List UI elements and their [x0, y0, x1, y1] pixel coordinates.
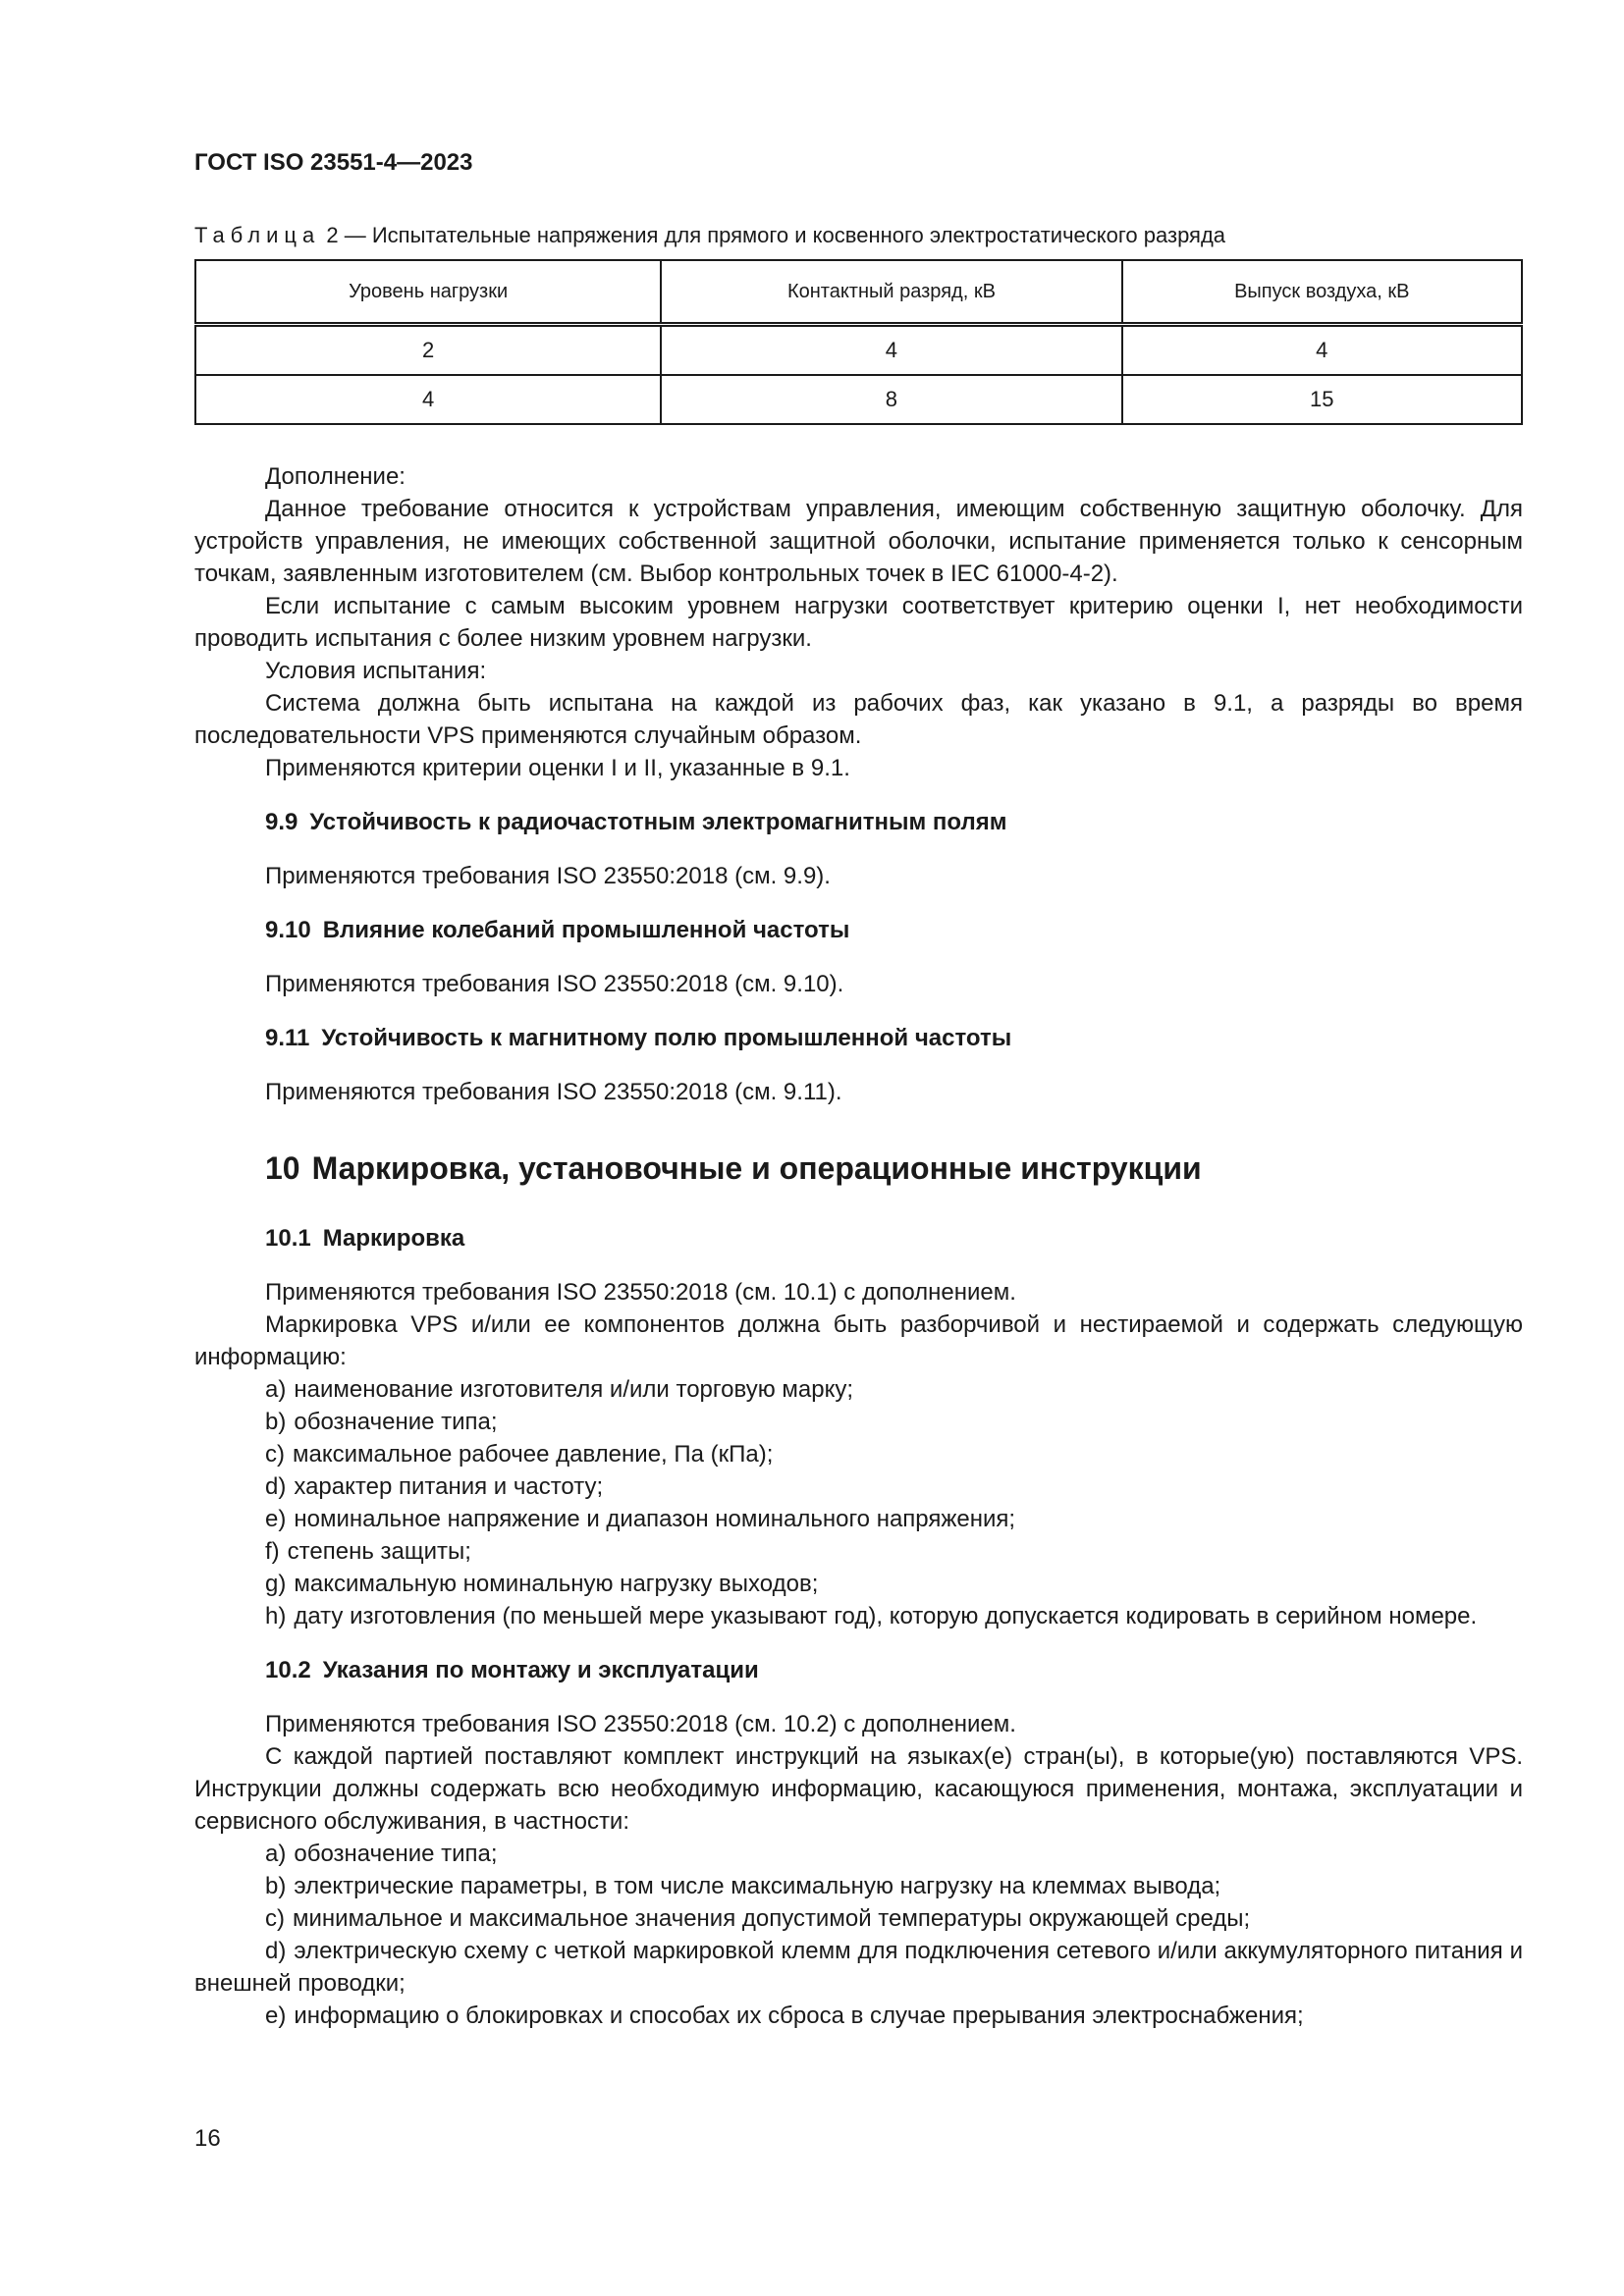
list-item [194, 1503, 1523, 1535]
list-item [194, 1935, 1523, 2000]
paragraph-test-conditions-label: Условия испытания: [265, 658, 487, 684]
paragraph-10-2-intro: Применяются требования ISO 23550:2018 (см. 10.2) с дополнением. [265, 1711, 1016, 1737]
list-item-label: d) [265, 1938, 287, 1964]
list-item-label: e) [265, 2002, 287, 2029]
paragraph-9-9: Применяются требования ISO 23550:2018 (см. 9.9). [265, 863, 831, 889]
list-item-text: характер питания и частоту; [294, 1473, 604, 1500]
section-number: 9.11 [265, 1025, 310, 1051]
list-item-label: d) [265, 1473, 287, 1500]
list-item-text: максимальную номинальную нагрузку выходов; [294, 1571, 819, 1597]
list-item-text: степень защиты; [287, 1538, 471, 1565]
section-number: 10.1 [265, 1225, 311, 1252]
list-item [194, 1870, 1523, 1902]
table-cell: 4 [195, 375, 661, 424]
list-item [194, 1438, 1523, 1470]
paragraph-instructions-requirement: С каждой партией поставляют комплект инструкций на языках(е) стран(ы), в которые(ую) поставляются VPS. Инструкции должны содержать всю необходимую информацию, касающуюся применения, монтажа, эксплуатации и сервисного обслуживания, в частности: [194, 1743, 1523, 1835]
section-title: Влияние колебаний промышленной частоты [322, 917, 850, 943]
paragraph-criteria: Применяются критерии оценки I и II, указанные в 9.1. [265, 755, 850, 781]
list-item-label: c) [265, 1905, 285, 1932]
section-title: Указания по монтажу и эксплуатации [322, 1657, 759, 1683]
page-content [194, 147, 1523, 2032]
list-item-label: a) [265, 1376, 287, 1403]
section-heading-10 [194, 1148, 1523, 1189]
list-item [194, 1902, 1523, 1935]
list-item-text: минимальное и максимальное значения допустимой температуры окружающей среды; [293, 1905, 1251, 1932]
list-item-text: информацию о блокировках и способах их сброса в случае прерывания электроснабжения; [294, 2002, 1304, 2029]
list-item-text: обозначение типа; [294, 1841, 498, 1867]
list-item-label: b) [265, 1873, 287, 1899]
list-item-text: обозначение типа; [294, 1409, 498, 1435]
section-number: 10.2 [265, 1657, 311, 1683]
list-item-label: g) [265, 1571, 287, 1597]
table-cell: 2 [195, 325, 661, 376]
column-header-contact-discharge: Контактный разряд, кВ [661, 260, 1121, 325]
test-voltage-table [194, 259, 1523, 425]
section-heading-9-10 [194, 914, 1523, 946]
section-title: Устойчивость к радиочастотным электромагнитным полям [309, 809, 1007, 835]
section-heading-10-2 [194, 1654, 1523, 1686]
section-title: Маркировка [322, 1225, 465, 1252]
list-item [194, 2000, 1523, 2032]
list-item [194, 1838, 1523, 1870]
column-header-load-level: Уровень нагрузки [195, 260, 661, 325]
table-header-row [195, 260, 1522, 325]
list-item [194, 1406, 1523, 1438]
list-item-label: b) [265, 1409, 287, 1435]
paragraph-marking-requirement: Маркировка VPS и/или ее компонентов должна быть разборчивой и нестираемой и содержать следующую информацию: [194, 1311, 1523, 1370]
table-cell: 15 [1122, 375, 1522, 424]
list-item-label: e) [265, 1506, 287, 1532]
section-heading-10-1 [194, 1222, 1523, 1255]
paragraph-9-11: Применяются требования ISO 23550:2018 (см. 9.11). [265, 1079, 842, 1105]
table-caption [194, 222, 1523, 249]
page-number: 16 [194, 2125, 221, 2152]
list-item [194, 1470, 1523, 1503]
section-number: 9.10 [265, 917, 311, 943]
section-heading-9-9 [194, 806, 1523, 838]
table-cell: 4 [1122, 325, 1522, 376]
list-item-text: электрическую схему с четкой маркировкой клемм для подключения сетевого и/или аккумуляторного питания и внешней проводки; [194, 1938, 1523, 1997]
list-item-label: f) [265, 1538, 280, 1565]
section-title: Маркировка, установочные и операционные инструкции [311, 1150, 1202, 1186]
list-item [194, 1568, 1523, 1600]
section-number: 9.9 [265, 809, 298, 835]
list-item-text: наименование изготовителя и/или торговую марку; [294, 1376, 854, 1403]
column-header-air-discharge: Выпуск воздуха, кВ [1122, 260, 1522, 325]
paragraph-supplement-label: Дополнение: [265, 463, 406, 490]
list-item-label: c) [265, 1441, 285, 1468]
paragraph-10-1-intro: Применяются требования ISO 23550:2018 (см. 10.1) с дополнением. [265, 1279, 1016, 1306]
document-id-header: ГОСТ ISO 23551-4—2023 [194, 149, 473, 176]
list-item [194, 1373, 1523, 1406]
list-item-text: максимальное рабочее давление, Па (кПа); [293, 1441, 774, 1468]
paragraph-enclosure-requirement: Данное требование относится к устройствам управления, имеющим собственную защитную оболочку. Для устройств управления, не имеющих собственной защитной оболочки, испытание применяется только к сенсорным точкам, заявленным изготовителем (см. Выбор контрольных точек в IEC 61000-4-2). [194, 496, 1523, 587]
table-caption-word: Таблица [194, 223, 321, 247]
table-row [195, 325, 1522, 376]
list-item-text: электрические параметры, в том числе максимальную нагрузку на клеммах вывода; [294, 1873, 1221, 1899]
paragraph-9-10: Применяются требования ISO 23550:2018 (см. 9.10). [265, 971, 844, 997]
paragraph-test-phases: Система должна быть испытана на каждой из рабочих фаз, как указано в 9.1, а разряды во время последовательности VPS применяются случайным образом. [194, 690, 1523, 749]
list-item-text: дату изготовления (по меньшей мере указывают год), которую допускается кодировать в серийном номере. [294, 1603, 1478, 1629]
section-heading-9-11 [194, 1022, 1523, 1054]
paragraph-highest-level-criterion: Если испытание с самым высоким уровнем нагрузки соответствует критерию оценки I, нет необходимости проводить испытания с более низким уровнем нагрузки. [194, 593, 1523, 652]
list-item-label: h) [265, 1603, 287, 1629]
list-item-text: номинальное напряжение и диапазон номинального напряжения; [294, 1506, 1016, 1532]
table-cell: 4 [661, 325, 1121, 376]
table-caption-text: 2 — Испытательные напряжения для прямого и косвенного электростатического разряда [320, 223, 1226, 247]
list-item [194, 1600, 1523, 1632]
list-item [194, 1535, 1523, 1568]
table-row [195, 375, 1522, 424]
section-number: 10 [265, 1150, 300, 1186]
list-item-label: a) [265, 1841, 287, 1867]
table-cell: 8 [661, 375, 1121, 424]
section-title: Устойчивость к магнитному полю промышленной частоты [321, 1025, 1012, 1051]
